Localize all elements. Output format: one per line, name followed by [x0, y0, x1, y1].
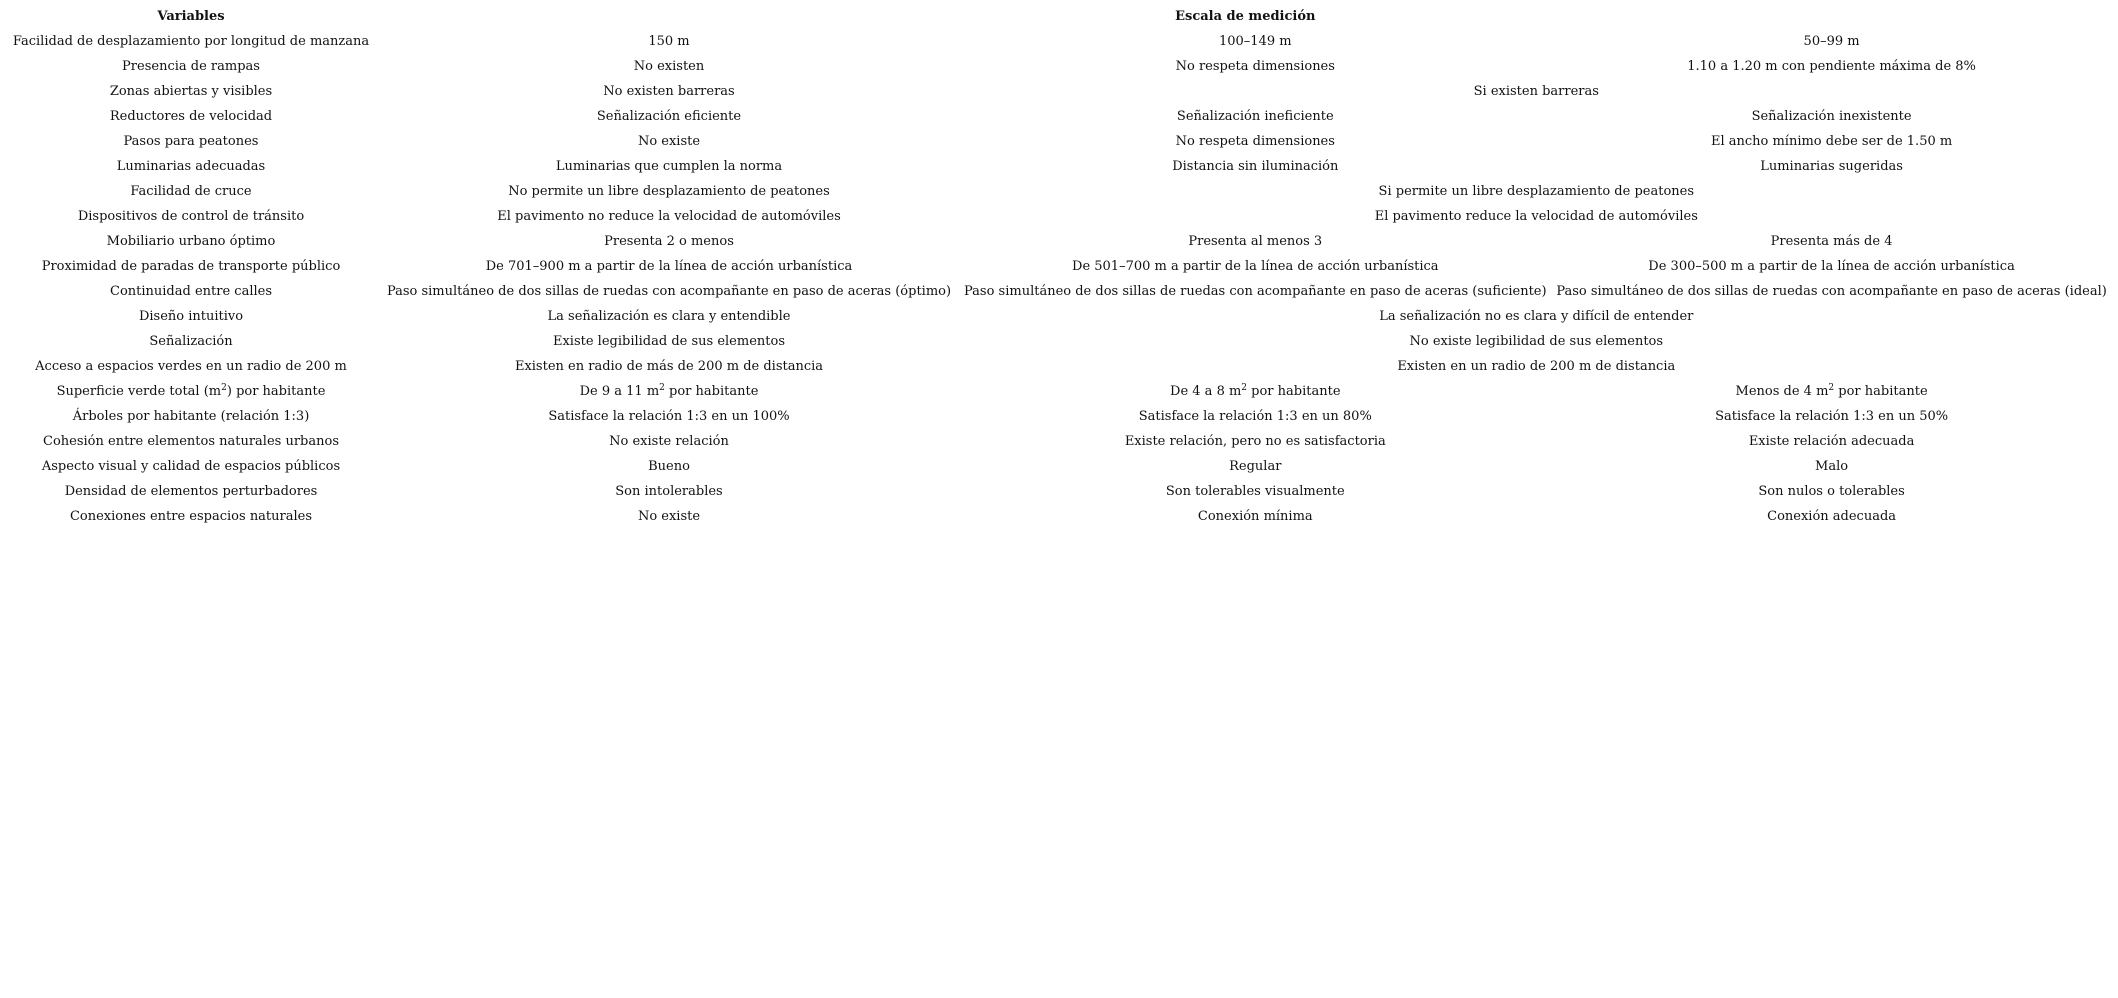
scale-cell-2: Si permite un libre desplazamiento de peatones	[1378, 184, 1695, 199]
variable-cell: Pasos para peatones	[123, 134, 259, 149]
superscript: 2	[1828, 383, 1835, 393]
scale-cell-2: Si existen barreras	[1473, 84, 1599, 99]
variable-cell: Mobiliario urbano óptimo	[106, 234, 276, 249]
table-body	[4, 29, 2113, 529]
variable-cell: Facilidad de cruce	[130, 184, 252, 199]
variable-cell: Dispositivos de control de tránsito	[77, 209, 305, 224]
scale-cell-3: 50–99 m	[1803, 34, 1860, 49]
table-row	[4, 254, 2113, 279]
table-row	[4, 329, 2113, 354]
table-row	[4, 454, 2113, 479]
table-row	[4, 79, 2113, 104]
scale-cell-1: Paso simultáneo de dos sillas de ruedas con acompañante en paso de aceras (óptimo)	[386, 284, 952, 299]
table-row	[4, 204, 2113, 229]
scale-cell-2: Satisface la relación 1:3 en un 80%	[1138, 409, 1372, 424]
scale-cell-1	[378, 379, 960, 404]
scale-cell-1: Son intolerables	[615, 484, 723, 499]
variable-cell: Presencia de rampas	[122, 59, 260, 74]
scale-cell-3: Presenta más de 4	[1770, 234, 1893, 249]
variable-cell: Diseño intuitivo	[138, 309, 244, 324]
scale-cell-3: El ancho mínimo debe ser de 1.50 m	[1710, 134, 1953, 149]
scale-cell-2: No respeta dimensiones	[1175, 134, 1335, 149]
superscript: 2	[1241, 383, 1248, 393]
scale-cell-1: El pavimento no reduce la velocidad de automóviles	[497, 209, 841, 224]
scale-cell-3: De 300–500 m a partir de la línea de acción urbanística	[1648, 259, 2015, 274]
variable-cell: Reductores de velocidad	[109, 109, 273, 124]
scale-cell-2: De 501–700 m a partir de la línea de acción urbanística	[1072, 259, 1439, 274]
scale-cell-1: No existe	[637, 509, 701, 524]
scale-cell-1: No existen	[633, 59, 705, 74]
text-part: Superficie verde total (m	[56, 384, 222, 399]
text-part: Menos de 4 m	[1735, 384, 1829, 399]
measurement-table-container	[4, 6, 2113, 529]
scale-cell-2: 100–149 m	[1218, 34, 1292, 49]
header-scale: Escala de medición	[1175, 9, 1316, 24]
variable-cell: Zonas abiertas y visibles	[109, 84, 273, 99]
scale-cell-3: Son nulos o tolerables	[1758, 484, 1905, 499]
superscript: 2	[221, 383, 227, 393]
scale-cell-1: No existe relación	[609, 434, 729, 449]
scale-cell-2: Existen en un radio de 200 m de distancia	[1397, 359, 1676, 374]
text-part: ) por habitante	[226, 384, 326, 399]
scale-cell-1: Presenta 2 o menos	[604, 234, 734, 249]
scale-cell-3: Señalización inexistente	[1751, 109, 1912, 124]
text-part: De 4 a 8 m	[1170, 384, 1242, 399]
table-row	[4, 54, 2113, 79]
scale-cell-3: Existe relación adecuada	[1748, 434, 1915, 449]
variable-cell: Proximidad de paradas de transporte público	[41, 259, 341, 274]
scale-cell-2: El pavimento reduce la velocidad de automóviles	[1374, 209, 1698, 224]
scale-cell-3: Satisface la relación 1:3 en un 50%	[1715, 409, 1949, 424]
scale-cell-1: Existe legibilidad de sus elementos	[552, 334, 785, 349]
text-part: por habitante	[1834, 384, 1928, 399]
variable-cell: Densidad de elementos perturbadores	[64, 484, 318, 499]
measurement-table	[4, 6, 2113, 529]
scale-cell-1: Señalización eficiente	[596, 109, 742, 124]
superscript: 2	[659, 383, 665, 393]
variable-cell: Cohesión entre elementos naturales urbanos	[43, 434, 339, 449]
text-part: por habitante	[664, 384, 759, 399]
scale-cell-2: Señalización ineficiente	[1176, 109, 1334, 124]
table-row	[4, 129, 2113, 154]
scale-cell-2: No respeta dimensiones	[1175, 59, 1335, 74]
scale-cell-3: Luminarias sugeridas	[1760, 159, 1903, 174]
scale-cell-2	[960, 379, 1551, 404]
text-part: De 9 a 11 m	[579, 384, 660, 399]
scale-cell-1: Bueno	[648, 459, 690, 474]
table-row	[4, 29, 2113, 54]
header-variables: Variables	[157, 9, 225, 24]
variable-cell: Luminarias adecuadas	[116, 159, 266, 174]
scale-cell-2: Existe relación, pero no es satisfactoria	[1124, 434, 1386, 449]
scale-cell-3	[1551, 379, 2113, 404]
text-part: por habitante	[1247, 384, 1341, 399]
table-row	[4, 304, 2113, 329]
scale-cell-1: La señalización es clara y entendible	[547, 309, 791, 324]
scale-cell-2: Presenta al menos 3	[1188, 234, 1323, 249]
scale-cell-2: Regular	[1229, 459, 1282, 474]
table-row	[4, 504, 2113, 529]
variable-cell: Conexiones entre espacios naturales	[69, 509, 313, 524]
table-row	[4, 404, 2113, 429]
variable-cell: Continuidad entre calles	[110, 284, 272, 299]
scale-cell-2: Paso simultáneo de dos sillas de ruedas con acompañante en paso de aceras (suficiente)	[964, 284, 1547, 299]
scale-cell-1: No existen barreras	[603, 84, 735, 99]
variable-cell: Acceso a espacios verdes en un radio de 200 m	[35, 359, 347, 374]
variable-cell	[4, 379, 378, 404]
variable-cell: Árboles por habitante (relación 1:3)	[72, 409, 310, 424]
table-row	[4, 154, 2113, 179]
table-row	[4, 479, 2113, 504]
scale-cell-1: Existen en radio de más de 200 m de distancia	[514, 359, 824, 374]
scale-cell-3: Malo	[1815, 459, 1849, 474]
variable-cell: Aspecto visual y calidad de espacios públicos	[41, 459, 341, 474]
scale-cell-3: Conexión adecuada	[1767, 509, 1897, 524]
table-row	[4, 229, 2113, 254]
scale-cell-1: 150 m	[648, 34, 690, 49]
scale-cell-1: No existe	[637, 134, 701, 149]
scale-cell-2: La señalización no es clara y difícil de entender	[1379, 309, 1694, 324]
scale-cell-1: Luminarias que cumplen la norma	[555, 159, 783, 174]
table-row	[4, 179, 2113, 204]
scale-cell-2: Son tolerables visualmente	[1165, 484, 1345, 499]
scale-cell-2: No existe legibilidad de sus elementos	[1409, 334, 1664, 349]
scale-cell-2: Conexión mínima	[1197, 509, 1313, 524]
scale-cell-1: No permite un libre desplazamiento de peatones	[508, 184, 830, 199]
table-row	[4, 429, 2113, 454]
table-row	[4, 104, 2113, 129]
scale-cell-1: Satisface la relación 1:3 en un 100%	[548, 409, 790, 424]
table-row	[4, 379, 2113, 404]
scale-cell-2: Distancia sin iluminación	[1172, 159, 1339, 174]
variable-cell: Facilidad de desplazamiento por longitud de manzana	[12, 34, 370, 49]
scale-cell-3: 1.10 a 1.20 m con pendiente máxima de 8%	[1687, 59, 1976, 74]
scale-cell-3: Paso simultáneo de dos sillas de ruedas con acompañante en paso de aceras (ideal)	[1556, 284, 2107, 299]
scale-cell-1: De 701–900 m a partir de la línea de acción urbanística	[485, 259, 853, 274]
table-row	[4, 279, 2113, 304]
table-header-row	[4, 6, 2113, 29]
variable-cell: Señalización	[149, 334, 233, 349]
table-row	[4, 354, 2113, 379]
